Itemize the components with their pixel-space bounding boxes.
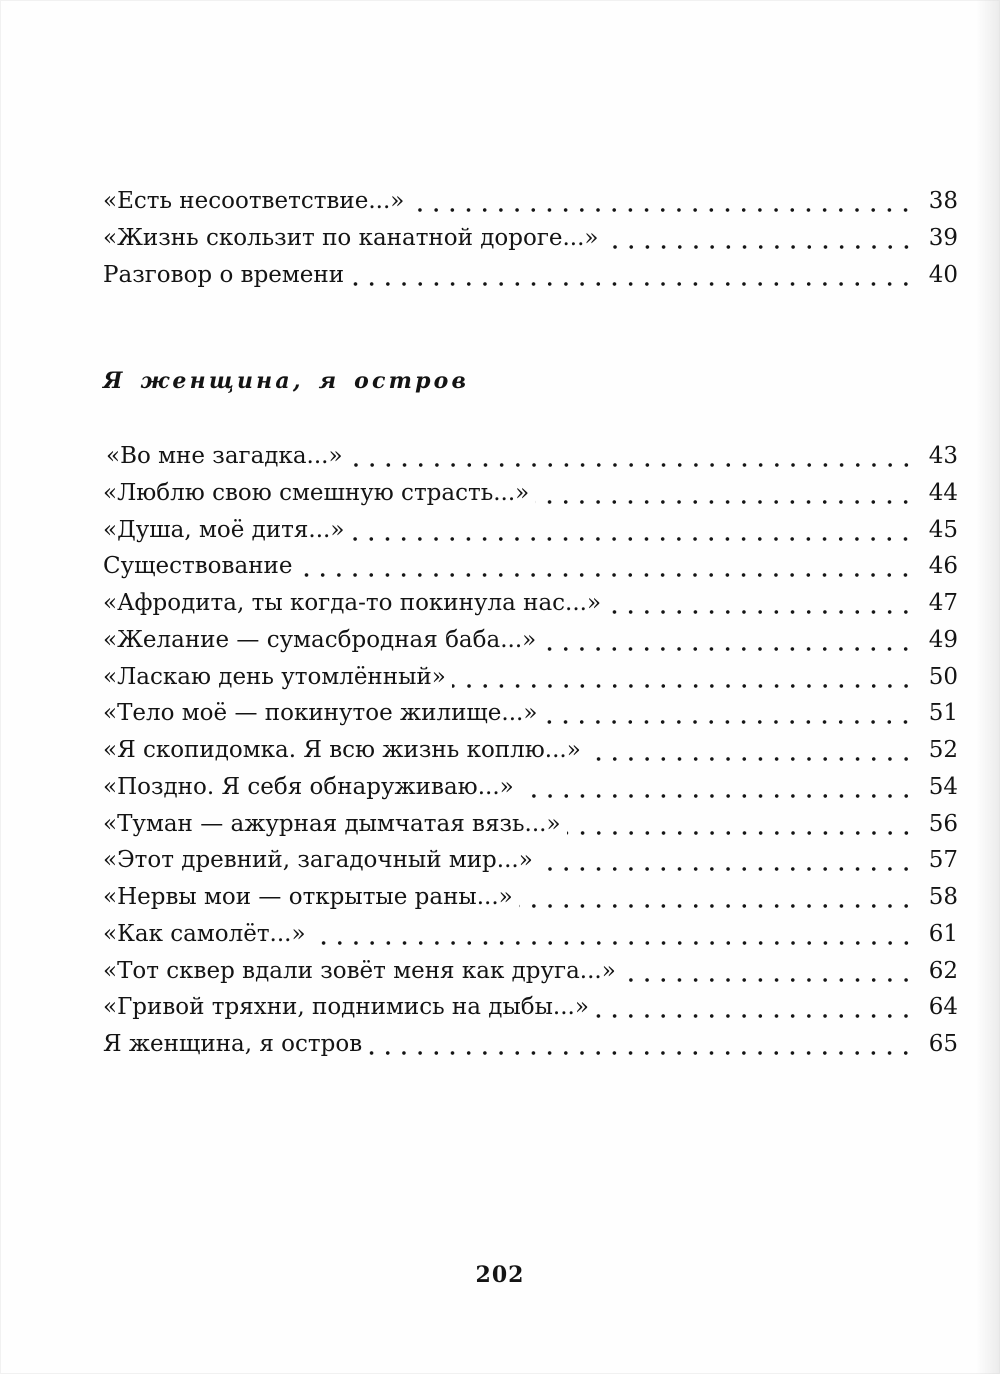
toc-entry — [103, 220, 958, 257]
toc-entry-page: 38 — [928, 188, 958, 214]
toc-entry-page: 57 — [928, 847, 958, 874]
toc-entry-page: 64 — [928, 994, 958, 1021]
dot-leader — [595, 989, 914, 1026]
toc-entry-title: «Тело моё — покинутое жилище...» — [103, 700, 538, 727]
toc-entry — [103, 916, 958, 953]
dot-leader — [587, 732, 914, 769]
toc-entry — [103, 512, 958, 549]
toc-entry-title: «Гривой тряхни, поднимись на дыбы...» — [103, 994, 589, 1021]
toc-entry — [103, 183, 958, 220]
toc-entry — [103, 257, 958, 294]
toc-entry-title: «Душа, моё дитя...» — [103, 516, 345, 543]
dot-leader — [452, 659, 914, 696]
dot-leader — [605, 220, 915, 257]
dot-leader — [622, 953, 914, 990]
toc-entry — [103, 695, 958, 732]
toc-entry-title: «Тот сквер вдали зовёт меня как друга...» — [103, 957, 616, 984]
dot-leader — [368, 1026, 914, 1063]
toc-entry — [103, 806, 958, 843]
toc-entry-title: «Этот древний, загадочный мир...» — [103, 847, 533, 874]
toc-entry-page: 62 — [928, 957, 958, 984]
dot-leader — [535, 475, 914, 512]
toc-entry-page: 49 — [928, 626, 958, 653]
toc-entry-page: 58 — [928, 884, 958, 910]
toc-entry-page: 51 — [928, 700, 958, 727]
toc-entry-title: «Туман — ажурная дымчатая вязь...» — [103, 810, 561, 837]
toc-entry-page: 44 — [928, 479, 958, 506]
toc-entry — [103, 548, 958, 585]
toc-entry — [103, 879, 958, 916]
toc-entry-page: 43 — [928, 443, 958, 469]
toc-entry — [103, 475, 958, 512]
toc-entry — [103, 438, 958, 475]
dot-leader — [410, 183, 914, 220]
toc-entry-page: 61 — [928, 920, 958, 947]
dot-leader — [539, 842, 914, 879]
toc-entry-page: 50 — [928, 663, 958, 690]
page-number: 202 — [475, 1262, 525, 1288]
toc-entry-title: «Во мне загадка...» — [106, 443, 343, 469]
toc-section-block — [103, 438, 958, 1063]
toc-entry — [103, 842, 958, 879]
toc-entry-page: 54 — [928, 773, 958, 800]
dot-leader — [607, 585, 914, 622]
toc-entry-page: 39 — [928, 224, 958, 251]
toc-entry-title: «Как самолёт...» — [103, 920, 306, 947]
toc-entry-title: «Есть несоответствие...» — [103, 188, 405, 214]
toc-entry-page: 56 — [928, 810, 958, 837]
toc-entry — [103, 1026, 958, 1063]
toc-entry — [103, 585, 958, 622]
dot-leader — [312, 916, 914, 953]
dot-leader — [567, 806, 914, 843]
section-heading: Я женщина, я остров — [103, 368, 470, 394]
toc-entry — [103, 953, 958, 990]
dot-leader — [542, 622, 914, 659]
toc-entry-title: «Афродита, ты когда-то покинула нас...» — [103, 590, 602, 616]
dot-leader — [519, 879, 914, 916]
dot-leader — [520, 769, 914, 806]
toc-entry-title: Разговор о времени — [103, 261, 345, 288]
toc-top-block — [103, 183, 958, 293]
toc-entry-page: 65 — [928, 1031, 958, 1057]
toc-entry-title: «Люблю свою смешную страсть...» — [103, 479, 530, 506]
dot-leader — [543, 695, 914, 732]
toc-entry-page: 46 — [928, 553, 958, 580]
toc-entry — [103, 622, 958, 659]
toc-entry-page: 47 — [928, 590, 958, 616]
dot-leader — [349, 438, 914, 475]
toc-entry-page: 40 — [928, 261, 958, 288]
toc-entry-title: «Поздно. Я себя обнаруживаю...» — [103, 773, 514, 800]
toc-entry-title: «Желание — сумасбродная баба...» — [103, 626, 537, 653]
toc-entry-page: 52 — [928, 737, 958, 763]
toc-entry-page: 45 — [928, 516, 958, 543]
dot-leader — [350, 512, 914, 549]
toc-entry — [103, 989, 958, 1026]
toc-entry-title: «Нервы мои — открытые раны...» — [103, 884, 513, 910]
dot-leader — [350, 257, 914, 294]
toc-entry — [103, 659, 958, 696]
toc-entry-title: Я женщина, я остров — [103, 1031, 363, 1057]
toc-entry-title: «Ласкаю день утомлённый» — [103, 663, 446, 690]
toc-entry-title: Существование — [103, 553, 293, 580]
toc-entry — [103, 732, 958, 769]
dot-leader — [298, 548, 914, 585]
page-edge-shadow — [976, 0, 1000, 1374]
toc-entry-title: «Жизнь скользит по канатной дороге...» — [103, 224, 599, 251]
toc-entry — [103, 769, 958, 806]
toc-entry-title: «Я скопидомка. Я всю жизнь коплю...» — [103, 737, 581, 763]
